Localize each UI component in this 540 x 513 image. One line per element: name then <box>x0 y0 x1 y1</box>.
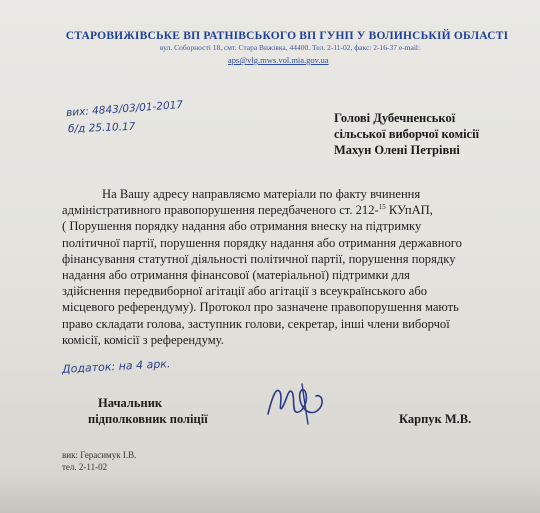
body-line: На Вашу адресу направляємо матеріали по факту вчинення <box>102 187 421 201</box>
addressee-line: Голові Дубечненської <box>334 111 456 125</box>
letterhead-organization: СТАРОВИЖІВСЬКЕ ВП РАТНІВСЬКОГО ВП ГУНП У ВОЛИНСЬКІЙ ОБЛАСТІ <box>65 30 509 42</box>
addressee-line: Махун Олені Петрівні <box>334 143 460 157</box>
body-line: місцевого референдуму). Протокол про зазначене правопорушення мають <box>62 300 459 315</box>
addressee-block <box>334 110 534 158</box>
letterhead-email: aps@vlg.mws.vol.mia.gov.ua <box>228 55 329 65</box>
letter-body <box>62 186 512 348</box>
body-line: комісії, комісії з референдуму. <box>62 332 224 347</box>
body-line: право складати голова, заступник голови, секретар, інші члени виборчої <box>62 316 450 331</box>
body-line: політичної партії, порушення порядку надання або отримання державного <box>62 235 462 250</box>
page-shadow <box>0 473 540 513</box>
addressee-line: сільської виборчої комісії <box>334 127 480 141</box>
signatory-title <box>88 395 208 427</box>
body-line: фінансування статутної діяльності політичної партії, порушення порядку <box>62 251 456 266</box>
signatory-position: Начальник <box>98 396 163 410</box>
handwritten-registration-number: вих: 4843/03/01-2017 <box>65 98 184 120</box>
body-line: здійснення передвиборної агітації або агітації з всеукраїнського або <box>62 284 428 299</box>
article-superscript: 15 <box>378 203 386 212</box>
body-line-text: адміністративного правопорушення передбаченого ст. 212- <box>62 203 379 218</box>
body-line: ( Порушення порядку надання або отримання внеску на підтримку <box>62 219 422 234</box>
executor-phone: тел. 2-11-02 <box>62 462 108 472</box>
body-line-text: КУпАП, <box>385 203 433 218</box>
body-line: надання або отримання фінансової (матеріальної) підтримки для <box>62 268 410 283</box>
executor-name: вик: Герасимук І.В. <box>62 450 137 460</box>
handwritten-registration-date: б/д 25.10.17 <box>67 120 136 136</box>
letterhead-address: вул. Соборності 18, смт. Стара Вижівка, 44400. Тел. 2-11-02, факс: 2-16-37 e-mail: <box>159 43 421 52</box>
signatory-name: Карпук М.В. <box>399 412 472 426</box>
executor-info <box>62 449 136 473</box>
handwritten-signature <box>262 378 340 428</box>
body-line <box>62 202 512 218</box>
handwritten-attachment-note: Додаток: на 4 арк. <box>61 357 171 376</box>
signatory-rank: підполковник поліції <box>88 412 208 426</box>
